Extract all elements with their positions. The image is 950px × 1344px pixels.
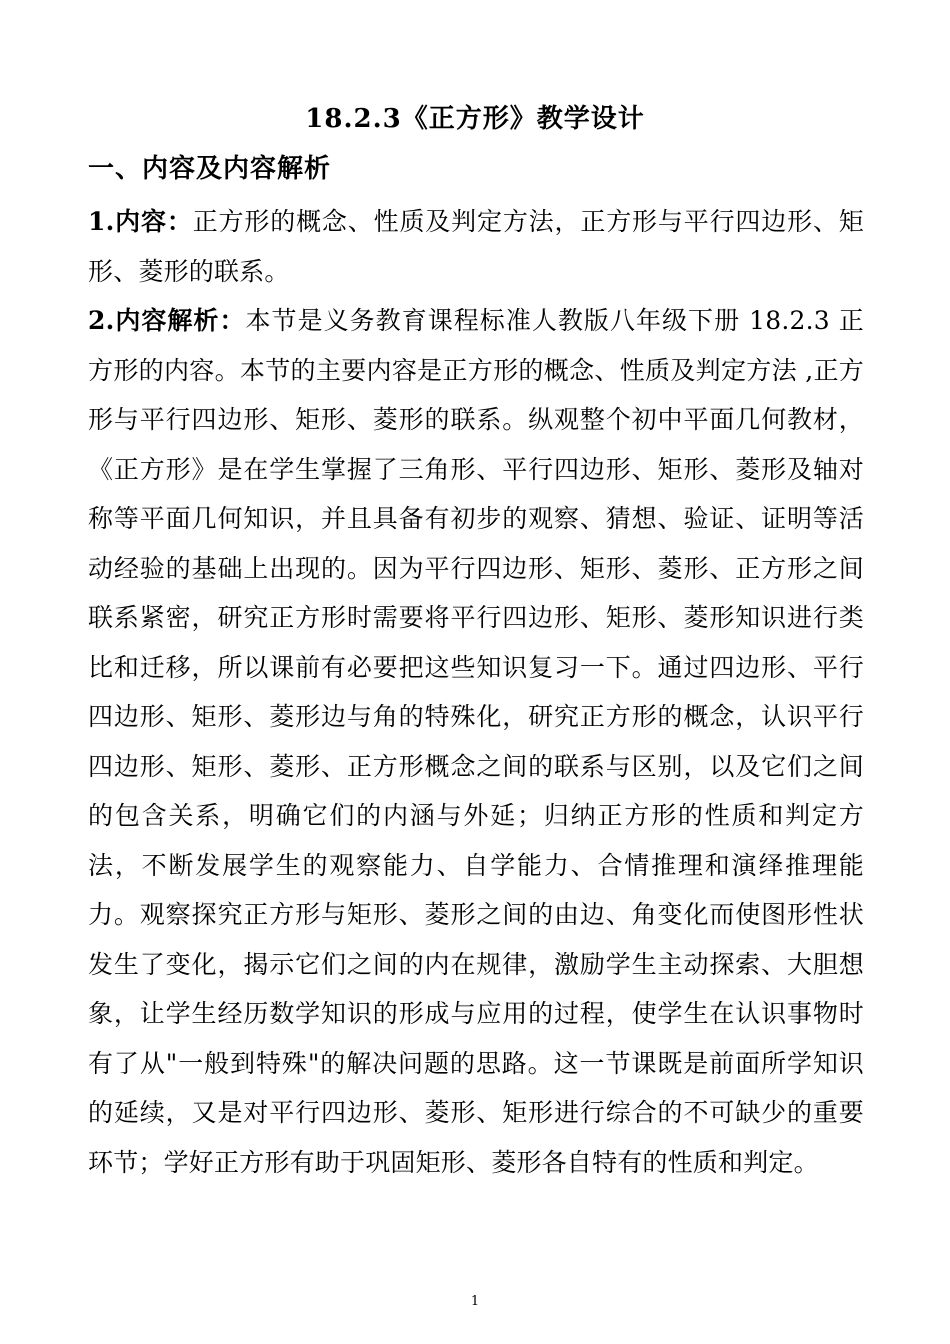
paragraph-content xyxy=(88,197,864,296)
paragraph-text-content: 正方形的概念、性质及判定方法，正方形与平行四边形、矩形、菱形的联系。 xyxy=(88,207,864,286)
section-heading: 一、内容及内容解析 xyxy=(88,154,332,184)
page-number: 1 xyxy=(470,1294,480,1309)
paragraph-label-content: 1.内容： xyxy=(88,207,193,236)
document-title: 18.2.3《正方形》教学设计 xyxy=(305,104,645,134)
paragraph-label-content-analysis: 2.内容解析： xyxy=(88,306,246,335)
paragraph-text-content-analysis: 本节是义务教育课程标准人教版八年级下册 18.2.3 正方形的内容。本节的主要内容是正方形的概念、性质及判定方法 ,正方形与平行四边形、矩形、菱形的联系。纵观整个初中平面几何教材，《正方形》是在学生掌握了三角形、平行四边形、矩形、菱形及轴对称等平面几何知识，并且具备有初步的观察、猜想、验证、证明等活动经验的基础上出现的。因为平行四边形、矩形、菱形、正方形之间联系紧密，研究正方形时需要将平行四边形、矩形、菱形知识进行类比和迁移，所以课前有必要把这些知识复习一下。通过四边形、平行四边形、矩形、菱形边与角的特殊化，研究正方形的概念，认识平行四边形、矩形、菱形、正方形概念之间的联系与区别，以及它们之间的包含关系，明确它们的内涵与外延；归纳正方形的性质和判定方法，不断发展学生的观察能力、自学能力、合情推理和演绎推理能力。观察探究正方形与矩形、菱形之间的由边、角变化而使图形性状发生了变化，揭示它们之间的内在规律，激励学生主动探索、大胆想象，让学生经历数学知识的形成与应用的过程，使学生在认识事物时有了从"一般到特殊"的解决问题的思路。这一节课既是前面所学知识的延续，又是对平行四边形、菱形、矩形进行综合的不可缺少的重要环节；学好正方形有助于巩固矩形、菱形各自特有的性质和判定。 xyxy=(88,306,864,1177)
paragraph-content-analysis xyxy=(88,296,864,1187)
